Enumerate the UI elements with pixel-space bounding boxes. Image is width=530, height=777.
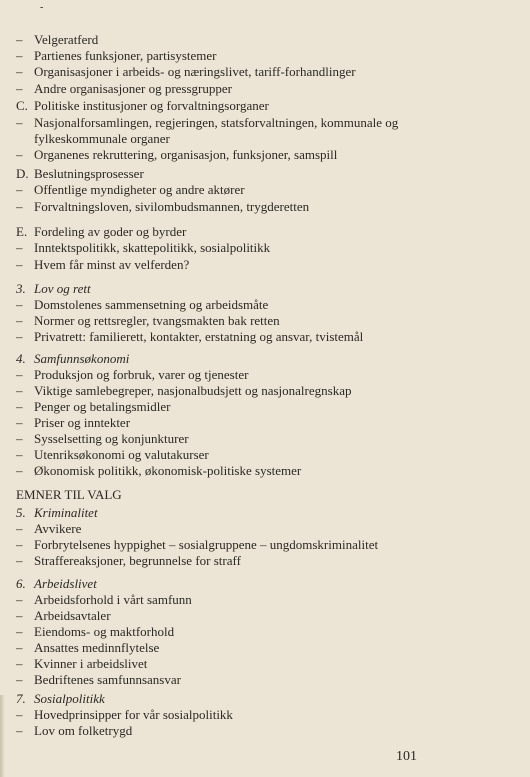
list-item xyxy=(16,367,248,383)
line-text: EMNER TIL VALG xyxy=(16,487,122,502)
section-heading xyxy=(16,505,98,521)
dash-bullet: – xyxy=(16,521,23,536)
section-number: C. xyxy=(16,98,28,113)
dash-bullet: – xyxy=(16,199,23,214)
line-text: Produksjon og forbruk, varer og tjenester xyxy=(34,367,249,382)
line-text: Arbeidsavtaler xyxy=(34,608,111,623)
section-number: 6. xyxy=(16,576,26,591)
dash-bullet: – xyxy=(16,182,23,197)
section-heading xyxy=(16,691,105,707)
list-item xyxy=(16,199,309,215)
line-text: Hovedprinsipper for vår sosialpolitikk xyxy=(34,707,233,722)
line-text: Kvinner i arbeidslivet xyxy=(34,656,148,671)
section-number: 4. xyxy=(16,351,26,366)
list-item xyxy=(16,463,301,479)
line-text: Økonomisk politikk, økonomisk-politiske systemer xyxy=(34,463,302,478)
list-item xyxy=(16,48,217,64)
line-text: Avvikere xyxy=(34,521,82,536)
list-item xyxy=(16,553,241,569)
list-item xyxy=(16,32,98,48)
dash-bullet: – xyxy=(16,553,23,568)
line-text: Arbeidsforhold i vårt samfunn xyxy=(34,592,192,607)
line-text: Utenriksøkonomi og valutakurser xyxy=(34,447,209,462)
line-text: fylkeskommunale organer xyxy=(34,131,170,146)
list-item xyxy=(16,592,192,608)
dash-bullet: – xyxy=(16,723,23,738)
dash-bullet: – xyxy=(16,656,23,671)
dash-bullet: – xyxy=(16,608,23,623)
line-text: Domstolenes sammensetning og arbeidsmåte xyxy=(34,297,269,312)
list-item xyxy=(16,81,232,97)
line-text: Privatrett: familierett, kontakter, erstatning og ansvar, tvistemål xyxy=(34,329,364,344)
dash-bullet: – xyxy=(16,313,23,328)
dash-bullet: – xyxy=(16,240,23,255)
page-number: 101 xyxy=(396,749,417,764)
line-text: Sosialpolitikk xyxy=(34,691,105,706)
dash-bullet: – xyxy=(16,297,23,312)
list-item xyxy=(16,182,245,198)
line-text: Priser og inntekter xyxy=(34,415,131,430)
section-number: 5. xyxy=(16,505,26,520)
list-item xyxy=(16,399,170,415)
line-text: Sysselsetting og konjunkturer xyxy=(34,431,189,446)
dash-bullet: – xyxy=(16,415,23,430)
line-text: Organisasjoner i arbeids- og næringslivet, tariff-forhandlinger xyxy=(34,64,356,79)
dash-bullet: – xyxy=(16,329,23,344)
list-item xyxy=(16,415,130,431)
dash-bullet: – xyxy=(16,463,23,478)
line-text: Inntektspolitikk, skattepolitikk, sosialpolitikk xyxy=(34,240,271,255)
line-text: Offentlige myndigheter og andre aktører xyxy=(34,182,245,197)
dash-bullet: – xyxy=(16,115,23,130)
list-item-continuation xyxy=(34,131,170,147)
dash-bullet: – xyxy=(16,399,23,414)
dash-bullet: – xyxy=(16,367,23,382)
section-heading xyxy=(16,281,91,297)
dash-bullet: – xyxy=(16,48,23,63)
section-heading xyxy=(16,224,186,240)
line-text: Straffereaksjoner, begrunnelse for straff xyxy=(34,553,241,568)
list-item xyxy=(16,64,356,80)
list-item xyxy=(16,257,189,273)
section-number: 3. xyxy=(16,281,26,296)
line-text: Penger og betalingsmidler xyxy=(34,399,171,414)
line-text: Andre organisasjoner og pressgrupper xyxy=(34,81,232,96)
dash-bullet: – xyxy=(16,64,23,79)
dash-bullet: – xyxy=(16,383,23,398)
list-item xyxy=(16,624,174,640)
section-heading xyxy=(16,98,269,114)
list-item xyxy=(16,640,159,656)
list-item xyxy=(16,329,363,345)
line-text: Arbeidslivet xyxy=(34,576,97,591)
page-spine-shadow xyxy=(0,695,5,777)
list-item xyxy=(16,383,351,399)
list-item xyxy=(16,147,337,163)
subheading xyxy=(16,487,122,503)
line-text: Lov om folketrygd xyxy=(34,723,133,738)
line-text: Nasjonalforsamlingen, regjeringen, statsforvaltningen, kommunale og xyxy=(34,115,399,130)
line-text: Velgeratferd xyxy=(34,32,99,47)
dash-bullet: – xyxy=(16,81,23,96)
list-item xyxy=(16,608,111,624)
list-item xyxy=(16,297,268,313)
line-text: Forvaltningsloven, sivilombudsmannen, trygderetten xyxy=(34,199,310,214)
dash-bullet: – xyxy=(16,624,23,639)
line-text: Normer og rettsregler, tvangsmakten bak retten xyxy=(34,313,280,328)
line-text: Forbrytelsenes hyppighet – sosialgruppene – ungdomskriminalitet xyxy=(34,537,379,552)
dash-bullet: – xyxy=(16,640,23,655)
line-text: Partienes funksjoner, partisystemer xyxy=(34,48,217,63)
section-number: E. xyxy=(16,224,28,239)
dash-bullet: – xyxy=(16,32,23,47)
list-item xyxy=(16,447,209,463)
dash-bullet: – xyxy=(16,707,23,722)
list-item xyxy=(16,313,280,329)
line-text: Hvem får minst av velferden? xyxy=(34,257,190,272)
list-item xyxy=(16,115,398,131)
dash-bullet: – xyxy=(16,592,23,607)
line-text: Fordeling av goder og byrder xyxy=(34,224,187,239)
line-text: Eiendoms- og maktforhold xyxy=(34,624,175,639)
line-text: Viktige samlebegreper, nasjonalbudsjett og nasjonalregnskap xyxy=(34,383,352,398)
line-text: Ansattes medinnflytelse xyxy=(34,640,160,655)
dash-bullet: – xyxy=(16,672,23,687)
line-text: Lov og rett xyxy=(34,281,91,296)
list-item xyxy=(16,537,378,553)
section-number: D. xyxy=(16,166,29,181)
list-item xyxy=(16,431,189,447)
section-number: 7. xyxy=(16,691,26,706)
dash-bullet: – xyxy=(16,147,23,162)
section-heading xyxy=(16,166,144,182)
line-text: Organenes rekruttering, organisasjon, funksjoner, samspill xyxy=(34,147,338,162)
line-text: Kriminalitet xyxy=(34,505,98,520)
list-item xyxy=(16,672,181,688)
list-item xyxy=(16,656,147,672)
line-text: Samfunnsøkonomi xyxy=(34,351,130,366)
dash-bullet: – xyxy=(16,537,23,552)
dash-bullet: – xyxy=(16,431,23,446)
section-heading xyxy=(16,351,129,367)
line-text: Bedriftenes samfunnsansvar xyxy=(34,672,181,687)
dash-bullet: – xyxy=(16,257,23,272)
list-item xyxy=(16,707,233,723)
list-item xyxy=(16,240,270,256)
list-item xyxy=(16,723,132,739)
top-mark: - xyxy=(40,2,44,13)
line-text: Beslutningsprosesser xyxy=(34,166,144,181)
line-text: Politiske institusjoner og forvaltningsorganer xyxy=(34,98,269,113)
dash-bullet: – xyxy=(16,447,23,462)
section-heading xyxy=(16,576,97,592)
list-item xyxy=(16,521,81,537)
